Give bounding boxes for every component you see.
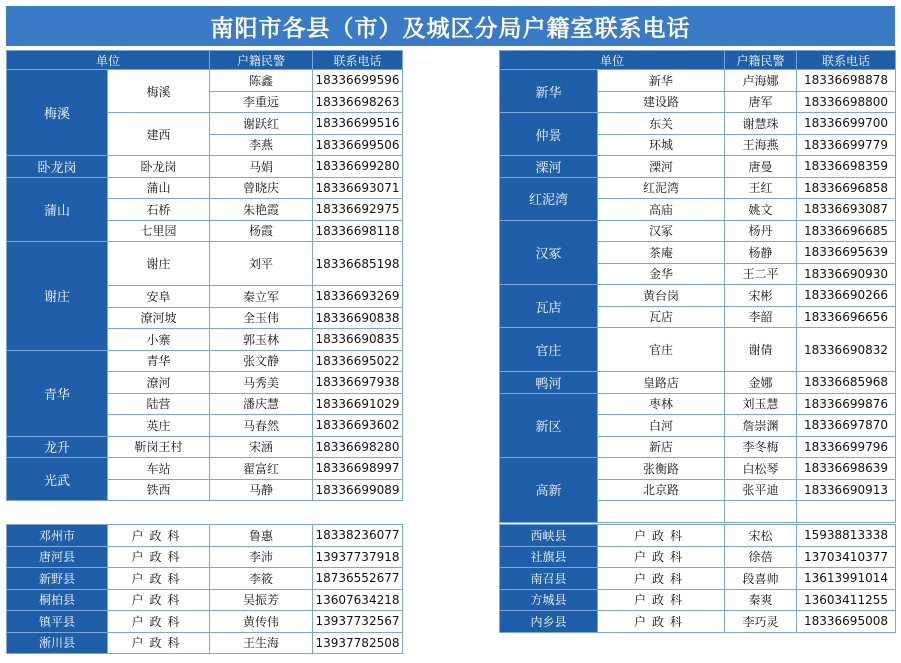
station-cell: 张衡路 [598, 458, 725, 480]
station-cell: 蒲山 [108, 177, 210, 199]
dept-cell: 户政科 [108, 568, 210, 590]
phone-cell: 18336690835 [313, 329, 403, 351]
county-row [500, 589, 896, 611]
phone-cell: 18336685198 [313, 242, 403, 286]
table-row [500, 372, 896, 394]
officer-cell: 唐曼 [725, 156, 797, 178]
phone-cell: 18336695639 [797, 242, 896, 264]
phone-cell: 18336698997 [313, 458, 403, 480]
phone-cell: 18336698878 [797, 70, 896, 92]
officer-cell: 秦立军 [210, 286, 313, 308]
dept-cell: 户政科 [108, 525, 210, 547]
phone-cell: 18336699596 [313, 70, 403, 92]
station-cell: 茶庵 [598, 242, 725, 264]
phone-cell: 13703410377 [797, 546, 896, 568]
station-cell: 小寨 [108, 329, 210, 351]
phone-cell: 18336692975 [313, 199, 403, 221]
phone-cell: 18736552677 [313, 568, 403, 590]
unit-cell: 鸭河 [500, 372, 598, 394]
county-row [7, 589, 403, 611]
unit-cell: 谢庄 [7, 242, 108, 351]
phone-cell: 18336697938 [313, 372, 403, 394]
dept-cell: 户政科 [598, 525, 725, 547]
officer-cell: 张文静 [210, 350, 313, 372]
county-row [7, 611, 403, 633]
station-cell: 枣林 [598, 393, 725, 415]
county-row [500, 568, 896, 590]
officer-cell: 李冬梅 [725, 436, 797, 458]
officer-cell: 段喜帅 [725, 568, 797, 590]
station-cell: 环城 [598, 134, 725, 156]
table-row [500, 177, 896, 199]
phone-cell: 18336695022 [313, 350, 403, 372]
dept-cell: 户政科 [108, 546, 210, 568]
unit-cell: 青华 [7, 350, 108, 436]
station-cell: 靳岗王村 [108, 436, 210, 458]
officer-cell: 马娟 [210, 156, 313, 178]
station-cell: 英庄 [108, 415, 210, 437]
county-row [500, 546, 896, 568]
officer-cell: 徐蓓 [725, 546, 797, 568]
phone-cell: 13937732567 [313, 611, 403, 633]
table-row [500, 393, 896, 415]
county-name: 新野县 [7, 568, 108, 590]
station-cell: 汉冢 [598, 220, 725, 242]
unit-cell: 新区 [500, 393, 598, 458]
officer-cell: 金娜 [725, 372, 797, 394]
county-name: 镇平县 [7, 611, 108, 633]
dept-cell: 户政科 [598, 611, 725, 633]
station-cell: 皇路店 [598, 372, 725, 394]
station-cell: 谢庄 [108, 242, 210, 286]
unit-cell: 梅溪 [7, 70, 108, 156]
station-cell: 安阜 [108, 286, 210, 308]
phone-cell: 18336693071 [313, 177, 403, 199]
phone-cell: 18336690930 [797, 263, 896, 285]
table-row [7, 156, 403, 178]
officer-cell: 詹崇渊 [725, 415, 797, 437]
unit-cell: 蒲山 [7, 177, 108, 242]
phone-cell: 18336698263 [313, 91, 403, 113]
station-cell: 新华 [598, 70, 725, 92]
county-row [7, 632, 403, 654]
station-cell: 青华 [108, 350, 210, 372]
header-officer: 户籍民警 [725, 51, 797, 70]
phone-cell: 18336691029 [313, 393, 403, 415]
officer-cell: 王二平 [725, 263, 797, 285]
unit-cell: 汉冢 [500, 220, 598, 285]
empty-cell [725, 501, 797, 523]
right-county-table [499, 524, 896, 633]
officer-cell: 全玉伟 [210, 307, 313, 329]
station-cell: 瓦店 [598, 306, 725, 328]
officer-cell: 宋涵 [210, 436, 313, 458]
phone-cell: 18336690838 [313, 307, 403, 329]
officer-cell: 杨霞 [210, 220, 313, 242]
unit-cell: 高新 [500, 458, 598, 523]
table-row [500, 328, 896, 372]
phone-cell: 13937737918 [313, 546, 403, 568]
left-station-table [6, 50, 403, 501]
officer-cell: 郭玉林 [210, 329, 313, 351]
officer-cell: 李韶 [725, 306, 797, 328]
phone-cell: 18336696685 [797, 220, 896, 242]
officer-cell: 王生海 [210, 632, 313, 654]
station-cell: 潦河 [108, 372, 210, 394]
dept-cell: 户政科 [108, 611, 210, 633]
left-county-table [6, 524, 403, 654]
station-cell: 溧河 [598, 156, 725, 178]
phone-cell: 18336697870 [797, 415, 896, 437]
station-cell: 东关 [598, 113, 725, 135]
station-cell: 石桥 [108, 199, 210, 221]
station-cell: 新店 [598, 436, 725, 458]
page-title: 南阳市各县（市）及城区分局户籍室联系电话 [6, 6, 895, 46]
phone-cell: 13603411255 [797, 589, 896, 611]
officer-cell: 杨丹 [725, 220, 797, 242]
table-row [7, 350, 403, 372]
station-cell: 高庙 [598, 199, 725, 221]
county-name: 社旗县 [500, 546, 598, 568]
officer-cell: 鲁惠 [210, 525, 313, 547]
empty-cell [797, 501, 896, 523]
table-row [500, 285, 896, 307]
phone-cell: 18336699506 [313, 134, 403, 156]
phone-cell: 18336699779 [797, 134, 896, 156]
phone-cell: 18336699876 [797, 393, 896, 415]
officer-cell: 秦爽 [725, 589, 797, 611]
phone-cell: 18336693269 [313, 286, 403, 308]
phone-cell: 18336696858 [797, 177, 896, 199]
county-row [7, 568, 403, 590]
header-unit: 单位 [7, 51, 210, 70]
officer-cell: 李筱 [210, 568, 313, 590]
station-cell: 铁西 [108, 479, 210, 501]
dept-cell: 户政科 [598, 546, 725, 568]
officer-cell: 马春然 [210, 415, 313, 437]
dept-cell: 户政科 [598, 589, 725, 611]
station-cell: 建西 [108, 113, 210, 156]
table-row [500, 458, 896, 480]
phone-cell: 15938813338 [797, 525, 896, 547]
officer-cell: 翟富红 [210, 458, 313, 480]
header-phone: 联系电话 [313, 51, 403, 70]
station-cell: 官庄 [598, 328, 725, 372]
county-name: 唐河县 [7, 546, 108, 568]
county-row [7, 525, 403, 547]
phone-cell: 18336699700 [797, 113, 896, 135]
county-name: 邓州市 [7, 525, 108, 547]
county-row [500, 525, 896, 547]
phone-cell: 13607634218 [313, 589, 403, 611]
table-row [500, 113, 896, 135]
table-row [500, 156, 896, 178]
station-cell: 金华 [598, 263, 725, 285]
officer-cell: 宋松 [725, 525, 797, 547]
empty-cell [598, 501, 725, 523]
officer-cell: 唐军 [725, 91, 797, 113]
officer-cell: 王海燕 [725, 134, 797, 156]
station-cell: 红泥湾 [598, 177, 725, 199]
phone-cell: 18336699796 [797, 436, 896, 458]
phone-cell: 18336698800 [797, 91, 896, 113]
county-row [500, 611, 896, 633]
phone-cell: 18336685968 [797, 372, 896, 394]
county-name: 方城县 [500, 589, 598, 611]
phone-cell: 18336696656 [797, 306, 896, 328]
table-row [7, 458, 403, 480]
officer-cell: 朱艳霞 [210, 199, 313, 221]
officer-cell: 刘玉慧 [725, 393, 797, 415]
phone-cell: 18336690832 [797, 328, 896, 372]
unit-cell: 溧河 [500, 156, 598, 178]
officer-cell: 张平迪 [725, 479, 797, 501]
officer-cell: 潘庆慧 [210, 393, 313, 415]
phone-cell: 18336699280 [313, 156, 403, 178]
header-phone: 联系电话 [797, 51, 896, 70]
unit-cell: 红泥湾 [500, 177, 598, 220]
header-officer: 户籍民警 [210, 51, 313, 70]
table-row [7, 242, 403, 286]
dept-cell: 户政科 [108, 589, 210, 611]
unit-cell: 官庄 [500, 328, 598, 372]
station-cell: 建设路 [598, 91, 725, 113]
table-row [7, 436, 403, 458]
header-unit: 单位 [500, 51, 725, 70]
phone-cell: 18336698280 [313, 436, 403, 458]
station-cell: 潦河坡 [108, 307, 210, 329]
phone-cell: 18336693602 [313, 415, 403, 437]
county-name: 桐柏县 [7, 589, 108, 611]
dept-cell: 户政科 [108, 632, 210, 654]
officer-cell: 黄传伟 [210, 611, 313, 633]
unit-cell: 卧龙岗 [7, 156, 108, 178]
county-name: 内乡县 [500, 611, 598, 633]
station-cell: 陆营 [108, 393, 210, 415]
right-station-table [499, 50, 896, 523]
unit-cell: 瓦店 [500, 285, 598, 328]
officer-cell: 姚文 [725, 199, 797, 221]
station-cell: 七里园 [108, 220, 210, 242]
officer-cell: 王红 [725, 177, 797, 199]
county-name: 淅川县 [7, 632, 108, 654]
officer-cell: 谢倩 [725, 328, 797, 372]
dept-cell: 户政科 [598, 568, 725, 590]
header-row [7, 51, 403, 70]
officer-cell: 李重远 [210, 91, 313, 113]
table-row [500, 220, 896, 242]
unit-cell: 龙升 [7, 436, 108, 458]
phone-cell: 13613991014 [797, 568, 896, 590]
officer-cell: 曾晓庆 [210, 177, 313, 199]
officer-cell: 卢海娜 [725, 70, 797, 92]
phone-cell: 18336690266 [797, 285, 896, 307]
phone-cell: 18336698639 [797, 458, 896, 480]
officer-cell: 宋彬 [725, 285, 797, 307]
officer-cell: 刘平 [210, 242, 313, 286]
phone-cell: 18336698118 [313, 220, 403, 242]
officer-cell: 马静 [210, 479, 313, 501]
station-cell: 车站 [108, 458, 210, 480]
phone-cell: 18336695008 [797, 611, 896, 633]
table-row [7, 177, 403, 199]
station-cell: 北京路 [598, 479, 725, 501]
officer-cell: 李巧灵 [725, 611, 797, 633]
phone-cell: 18336698359 [797, 156, 896, 178]
unit-cell: 新华 [500, 70, 598, 113]
phone-cell: 18336690913 [797, 479, 896, 501]
phone-cell: 18336693087 [797, 199, 896, 221]
station-cell: 卧龙岗 [108, 156, 210, 178]
officer-cell: 李沛 [210, 546, 313, 568]
table-row [500, 70, 896, 92]
officer-cell: 陈鑫 [210, 70, 313, 92]
officer-cell: 杨静 [725, 242, 797, 264]
phone-cell: 18336699516 [313, 113, 403, 135]
officer-cell: 谢慧珠 [725, 113, 797, 135]
officer-cell: 谢跃红 [210, 113, 313, 135]
county-name: 西峡县 [500, 525, 598, 547]
station-cell: 梅溪 [108, 70, 210, 113]
phone-cell: 13937782508 [313, 632, 403, 654]
unit-cell: 仲景 [500, 113, 598, 156]
table-row [7, 70, 403, 92]
county-row [7, 546, 403, 568]
county-name: 南召县 [500, 568, 598, 590]
phone-cell: 18338236077 [313, 525, 403, 547]
header-row [500, 51, 896, 70]
officer-cell: 白松琴 [725, 458, 797, 480]
officer-cell: 吴振芳 [210, 589, 313, 611]
station-cell: 白河 [598, 415, 725, 437]
station-cell: 黄台岗 [598, 285, 725, 307]
officer-cell: 马秀美 [210, 372, 313, 394]
officer-cell: 李燕 [210, 134, 313, 156]
phone-cell: 18336699089 [313, 479, 403, 501]
unit-cell: 光武 [7, 458, 108, 501]
